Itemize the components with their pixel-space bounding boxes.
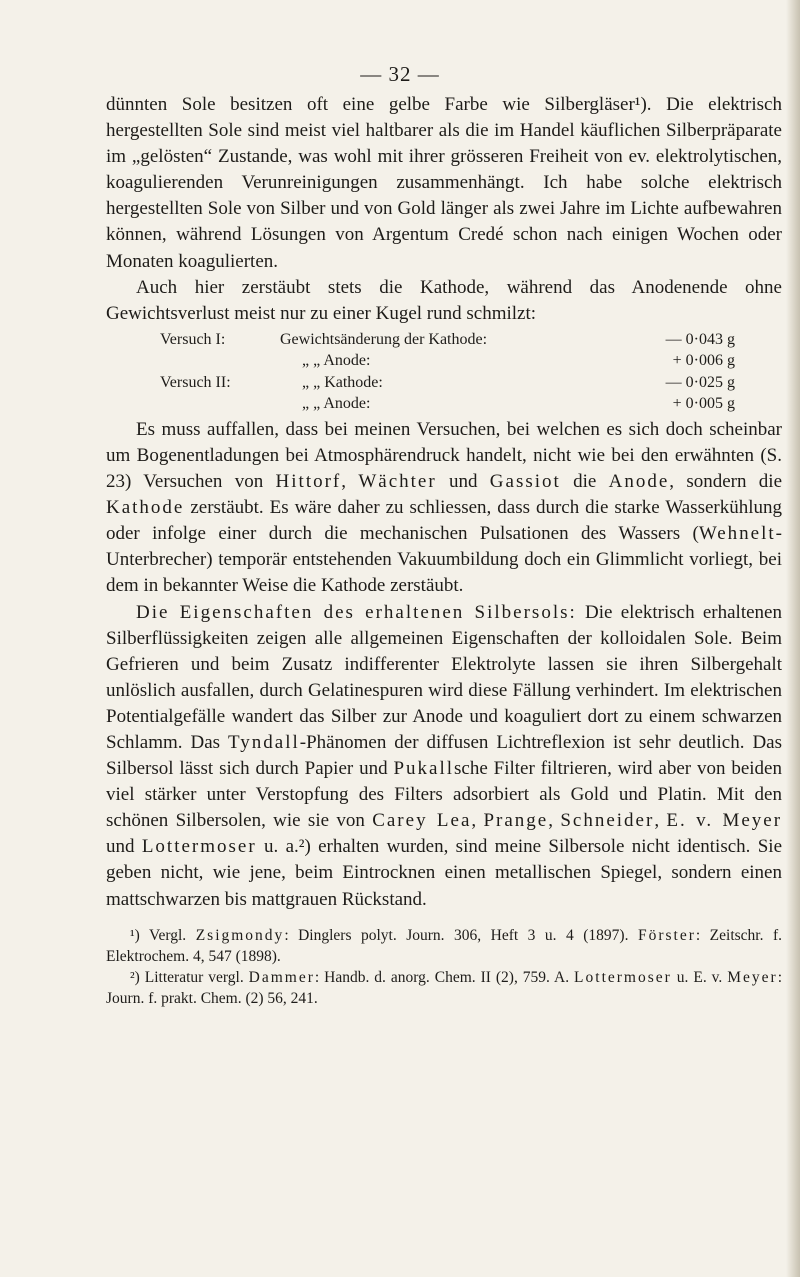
table-cell-versuch <box>160 350 280 372</box>
author-name: Hittorf <box>275 471 342 493</box>
text-run: : Zeitschr. f. Elektrochem. 4, 547 (1898). <box>106 926 783 965</box>
paragraph-3 <box>106 417 782 600</box>
emphasis-kathode: Kathode <box>106 497 185 519</box>
text-run: und <box>106 836 142 858</box>
table-cell-value: + 0·006 g <box>672 352 735 370</box>
table-cell-versuch <box>160 393 280 415</box>
emphasis-anode: Anode <box>608 471 670 493</box>
table-cell-desc: „ „ Kathode: <box>302 373 383 391</box>
text-run: u. E. v. <box>671 968 728 986</box>
author-name: Carey Lea <box>372 810 472 832</box>
author-name: Gassiot <box>489 471 561 493</box>
author-name: Meyer <box>727 968 778 986</box>
paragraph-2: Auch hier zerstäubt stets die Kathode, während das Anodenende ohne Gewichtsverlust meist nur zu einer Kugel rund schmilzt: <box>106 276 782 324</box>
text-run: , <box>341 471 359 493</box>
author-name: Lottermoser <box>574 968 672 986</box>
text-run: zerstäubt. Es wäre daher zu schliessen, dass durch die starke Wasserkühlung oder infolge einer durch die mechanischen Pulsationen des Wassers ( <box>106 497 782 545</box>
text-run: : Journ. f. prakt. Chem. (2) 56, 241. <box>106 968 782 1007</box>
table-cell-value: — 0·025 g <box>665 373 735 391</box>
text-run: , <box>654 810 667 832</box>
table-row <box>160 329 735 351</box>
author-name: Zsigmondy <box>195 926 285 944</box>
author-name: Pukall <box>393 758 454 780</box>
author-name: Schneider <box>560 810 655 832</box>
text-run: -Phänomen der diffusen Lichtreflexion ist sehr deutlich. Das Silbersol lässt sich durch Papier und <box>106 731 782 780</box>
weight-change-table <box>160 329 735 415</box>
text-run: , <box>548 810 561 832</box>
text-run: u. a.²) erhalten wurden, sind meine Silbersole nicht identisch. Sie geben nicht, wie jene, beim Eintrocknen einen metallischen Spiegel, sondern einen mattschwarzen bis mattgrauen Rückstand. <box>106 836 783 910</box>
paragraph-1: dünnten Sole besitzen oft eine gelbe Farbe wie Silbergläser¹). Die elektrisch hergestellten Sole sind meist viel haltbarer als die im Handel käuflichen Silberpräparate im „gelösten“ Zustande, was wohl mit ihrer grösseren Freiheit von ev. elektrolytischen, koagulierenden Verunreinigungen zusammenhängt. Ich habe solche elektrisch hergestellten Sole von Silber und von Gold länger als zwei Jahre im Lichte aufbewahren können, während Lösungen von Argentum Credé schon nach einigen Wochen oder Monaten koagulierten. <box>106 94 782 272</box>
footnotes <box>106 925 782 1009</box>
table-cell-value: + 0·005 g <box>672 395 735 413</box>
author-name: Wächter <box>358 471 437 493</box>
text-run: sche Filter filtrieren, wird aber von beiden viel stärker unter Verstopfung des Filters adsorbiert als Gold und Platin. Mit den schönen Silbersolen, wie sie von <box>106 758 782 832</box>
author-name: Prange <box>483 810 549 832</box>
section-heading: Die Eigenschaften des erhaltenen Silbersols: <box>136 601 577 623</box>
text-run: , <box>471 810 484 832</box>
table-row <box>160 372 735 394</box>
table-cell-versuch: Versuch I: <box>160 330 226 348</box>
table-row <box>160 393 735 415</box>
author-name: Förster <box>637 926 696 944</box>
author-name: Lottermoser <box>141 836 257 858</box>
footnote-2 <box>106 967 782 1009</box>
text-run: und <box>436 471 490 493</box>
table-cell-versuch: Versuch II: <box>160 373 231 391</box>
text-run: ²) Litteratur vergl. <box>130 968 249 986</box>
author-name: Tyndall <box>228 731 300 753</box>
page-edge-shadow <box>786 0 800 1277</box>
table-cell-value: — 0·043 g <box>665 330 735 348</box>
text-run: Die elektrisch erhaltenen Silberflüssigkeiten zeigen alle allgemeinen Eigenschaften der kolloidalen Sole. Beim Gefrieren und beim Zusatz indifferenter Elektrolyte lassen sie ihren Silbergehalt unlöslich ausfallen, durch Gelatinespuren wird diese Fällung verhindert. Im elektrischen Potentialgefälle wandert das Silber zur Anode und koaguliert dort zu einem schwarzen Schlamm. Das <box>106 601 782 753</box>
author-name: Dammer <box>248 968 315 986</box>
text-run: : Dinglers polyt. Journ. 306, Heft 3 u. 4 (1897). <box>284 926 638 944</box>
text-run: ¹) Vergl. <box>130 926 196 944</box>
footnote-1 <box>106 925 782 967</box>
table-cell-desc: „ „ Anode: <box>302 395 371 413</box>
text-run: : Handb. d. anorg. Chem. II (2), 759. A. <box>314 968 575 986</box>
text-run: , sondern die <box>669 471 783 493</box>
page-number: — 32 — <box>360 62 440 86</box>
author-name: Wehnelt <box>698 523 776 545</box>
text-run: Es muss auffallen, dass bei meinen Versuchen, bei welchen es sich doch scheinbar um Bogenentladungen bei Atmosphärendruck handelt, nicht wie bei den erwähnten (S. 23) Versuchen von <box>106 418 782 493</box>
table-cell-desc: „ „ Anode: <box>302 352 371 370</box>
table-cell-desc: Gewichtsänderung der Kathode: <box>280 330 488 348</box>
table-row <box>160 350 735 372</box>
text-run: die <box>560 471 609 493</box>
text-run: -Unterbrecher) temporär entstehenden Vakuumbildung doch ein Glimmlicht vorliegt, bei dem in bekannter Weise die Kathode zerstäubt. <box>106 523 782 597</box>
paragraph-4 <box>106 600 782 913</box>
author-name: E. v. Meyer <box>666 810 783 832</box>
body-text <box>106 92 782 1009</box>
